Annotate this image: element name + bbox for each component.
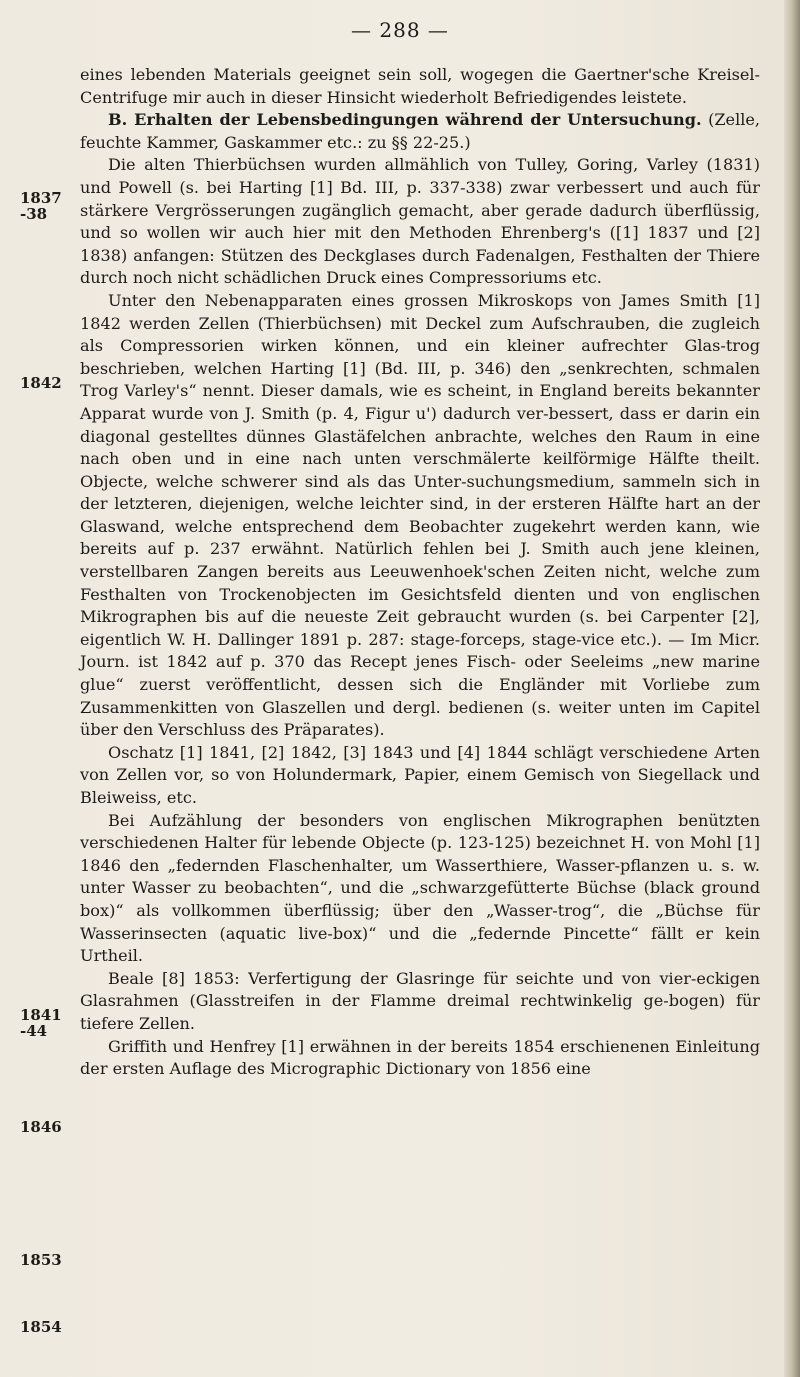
margin-year-1854: 1854 (20, 1318, 62, 1336)
paragraph-8: Griffith und Henfrey [1] erwähnen in der bereits 1854 erschienenen Einleitung der ersten Auflage des Micrographic Dictionary von 1856 eine (80, 1036, 760, 1079)
margin-year-1846: 1846 (20, 1118, 62, 1136)
paragraph-7: Beale [8] 1853: Verfertigung der Glasringe für seichte und von vier-eckigen Glasrahmen (Glasstreifen in der Flamme dreimal rechtwinkelig ge-bogen) für tiefere Zellen. (80, 968, 760, 1033)
section-heading: B. Erhalten der Lebensbedingungen während der Untersuchung. (108, 110, 702, 130)
page-number: — 288 — (351, 18, 449, 42)
paragraph-4: Unter den Nebenapparaten eines grossen Mikroskops von James Smith [1] 1842 werden Zellen (Thierbüchsen) mit Deckel zum Aufschrauben, die zugleich als Compressorien wirken können, und ein kleiner aufrechter Glas-trog beschrieben, welchen Harting [1] (Bd. III, p. 346) den „senkrechten, schmalen Trog Varley's“ nennt. Dieser damals, wie es scheint, in England bereits bekannter Apparat wurde von J. Smith (p. 4, Figur u') dadurch ver-bessert, dass er darin ein diagonal gestelltes dünnes Glastäfelchen anbrachte, welches den Raum in eine nach oben und in eine nach unten verschmälerte keilförmige Hälfte theilt. Objecte, welche schwerer sind als das Unter-suchungsmedium, sammeln sich in der letzteren, diejenigen, welche leichter sind, in der ersteren Hälfte hart an der Glaswand, welche entsprechend dem Beobachter zugekehrt werden kann, wie bereits auf p. 237 erwähnt. Natürlich fehlen bei J. Smith auch jene kleinen, verstellbaren Zangen bereits aus Leeuwenhoek'schen Zeiten nicht, welche zum Festhalten von Trockenobjecten im Gesichtsfeld dienten und von englischen Mikrographen bis auf die neueste Zeit gebraucht wurden (s. bei Carpenter [2], eigentlich W. H. Dallinger 1891 p. 287: stage-forceps, stage-vice etc.). — Im Micr. Journ. ist 1842 auf p. 370 das Recept jenes Fisch- oder Seeleims „new marine glue“ zuerst veröffentlicht, dessen sich die Engländer mit Vorliebe zum Zusammenkitten von Glaszellen und dergl. bedienen (s. weiter unten im Capitel über den Verschluss des Präparates). (80, 290, 760, 740)
section-heading-paragraph (80, 109, 760, 154)
margin-year-1842: 1842 (20, 374, 62, 392)
body-text (80, 64, 760, 1081)
page-edge (784, 0, 800, 1377)
margin-year-1837: 1837 -38 (20, 189, 62, 223)
paragraph-5: Oschatz [1] 1841, [2] 1842, [3] 1843 und [4] 1844 schlägt verschiedene Arten von Zellen vor, so von Holundermark, Papier, einem Gemisch von Siegellack und Bleiweiss, etc. (80, 742, 760, 807)
paragraph-1: eines lebenden Materials geeignet sein soll, wogegen die Gaertner'sche Kreisel-Centrifuge mir auch in dieser Hinsicht wiederholt Befriedigendes leistete. (80, 65, 760, 107)
section-subtitle: (Zelle, feuchte Kammer, Gaskammer etc.: zu §§ 22-25.) (80, 110, 760, 152)
margin-year-1853: 1853 (20, 1251, 62, 1269)
paragraph-3: Die alten Thierbüchsen wurden allmählich von Tulley, Goring, Varley (1831) und Powell (s. bei Harting [1] Bd. III, p. 337-338) zwar verbessert und auch für stärkere Vergrösserungen zugänglich gemacht, aber gerade dadurch überflüssig, und so wollen wir auch hier mit den Methoden Ehrenberg's ([1] 1837 und [2] 1838) anfangen: Stützen des Deckglases durch Fadenalgen, Festhalten der Thiere durch noch nicht schädlichen Druck eines Compressoriums etc. (80, 155, 760, 288)
margin-year-1841: 1841 -44 (20, 1006, 62, 1040)
paragraph-6: Bei Aufzählung der besonders von englischen Mikrographen benützten verschiedenen Halter für lebende Objecte (p. 123-125) bezeichnet H. von Mohl [1] 1846 den „federnden Flaschenhalter, um Wasserthiere, Wasser-pflanzen u. s. w. unter Wasser zu beobachten“, und die „schwarzgefütterte Büchse (black ground box)“ als vollkommen überflüssig; über den „Wasser-trog“, die „Büchse für Wasserinsecten (aquatic live-box)“ und die „federnde Pincette“ fällt er kein Urtheil. (80, 810, 760, 966)
